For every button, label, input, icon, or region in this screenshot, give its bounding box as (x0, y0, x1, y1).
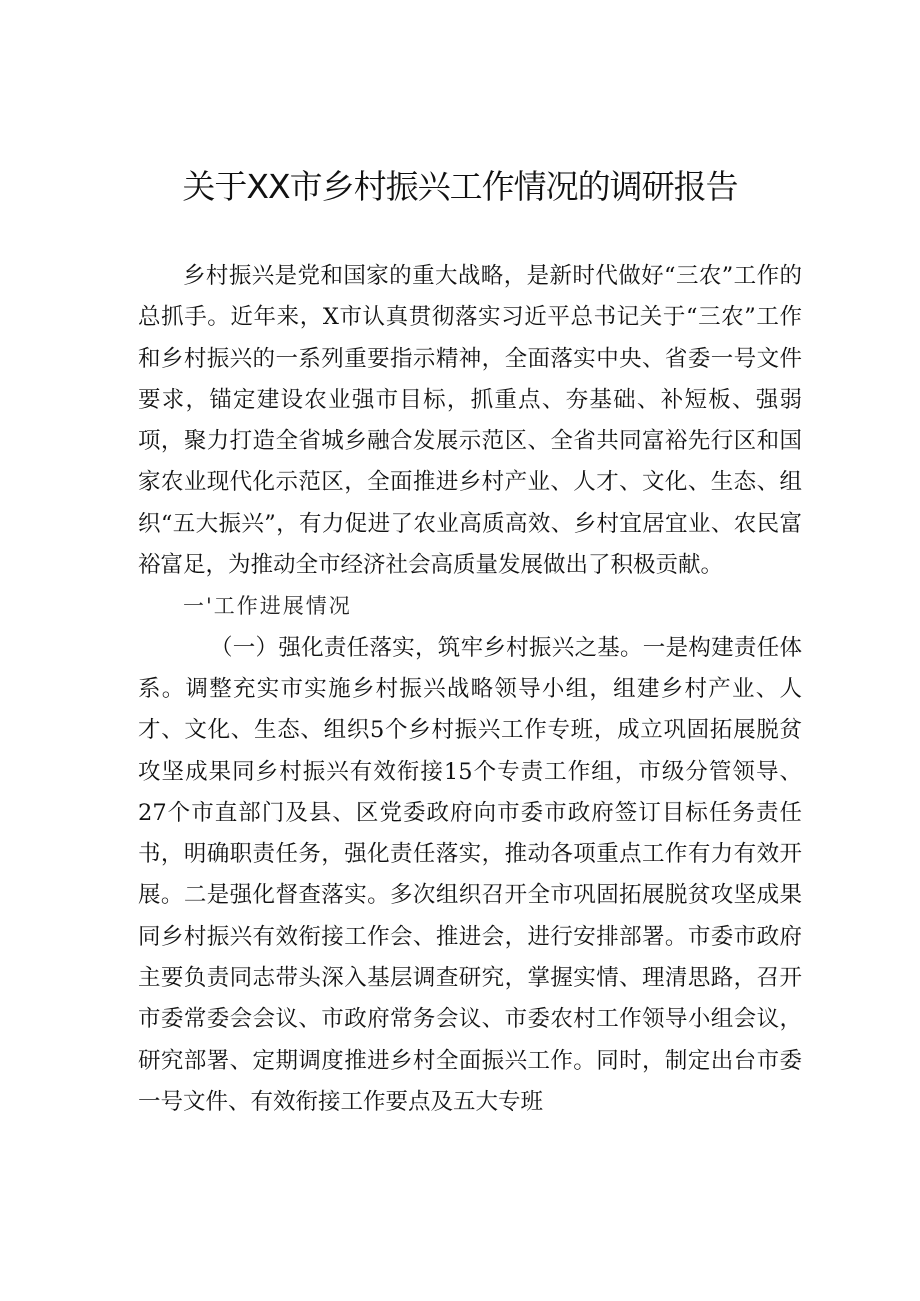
intro-paragraph: 乡村振兴是党和国家的重大战略，是新时代做好“三农”工作的总抓手。近年来，X市认真贯彻落实习近平总书记关于“三农”工作和乡村振兴的一系列重要指示精神，全面落实中央、省委一号文件要求，锚定建设农业强市目标，抓重点、夯基础、补短板、强弱项，聚力打造全省城乡融合发展示范区、全省共同富裕先行区和国家农业现代化示范区，全面推进乡村产业、人才、文化、生态、组织“五大振兴”，有力促进了农业高质高效、乡村宜居宜业、农民富裕富足，为推动全市经济社会高质量发展做出了积极贡献。 (138, 263, 802, 579)
section-heading: 一'工作进展情况 (183, 594, 352, 619)
document-title: 关于XX市乡村振兴工作情况的调研报告 (182, 167, 738, 206)
section-paragraph: （一）强化责任落实，筑牢乡村振兴之基。一是构建责任体系。调整充实市实施乡村振兴战略领导小组，组建乡村产业、人才、文化、生态、组织5个乡村振兴工作专班，成立巩固拓展脱贫攻坚成果同乡村振兴有效衔接15个专责工作组，市级分管领导、27个市直部门及县、区党委政府向市委市政府签订目标任务责任书，明确职责任务，强化责任落实，推动各项重点工作有力有效开展。二是强化督查落实。多次组织召开全市巩固拓展脱贫攻坚成果同乡村振兴有效衔接工作会、推进会，进行安排部署。市委市政府主要负责同志带头深入基层调查研究，掌握实情、理清思路，召开市委常委会会议、市政府常务会议、市委农村工作领导小组会议，研究部署、定期调度推进乡村全面振兴工作。同时，制定出台市委一号文件、有效衔接工作要点及五大专班 (138, 634, 802, 1115)
document-body (138, 256, 802, 1123)
